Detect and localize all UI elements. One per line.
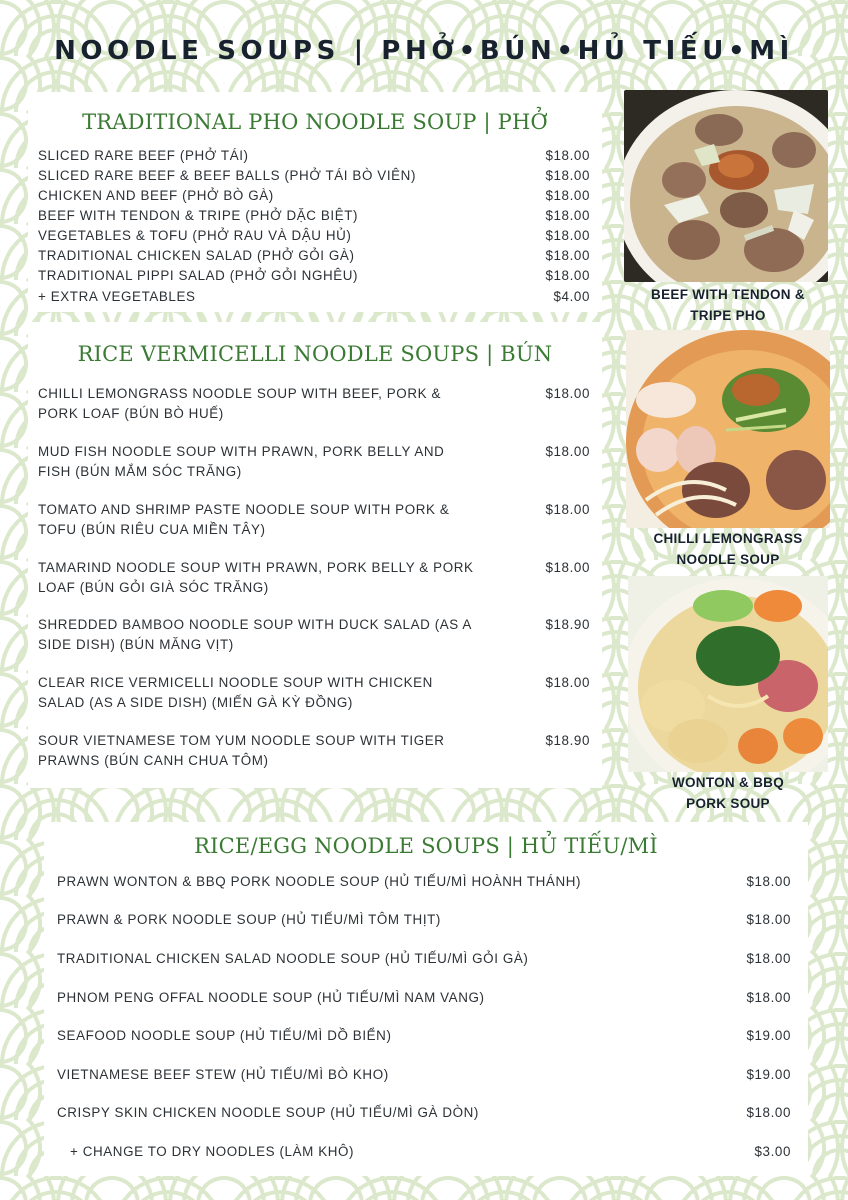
- item-price: $18.00: [545, 248, 590, 263]
- menu-item: [38, 500, 590, 540]
- item-name: CHILLI LEMONGRASS NOODLE SOUP WITH BEEF, PORK & PORK LOAF (BÚN BÒ HUẾ): [38, 386, 441, 421]
- item-price: $18.00: [545, 208, 590, 223]
- menu-item: [38, 226, 590, 246]
- page-title: NOODLE SOUPS | PHỞ•BÚN•HỦ TIẾU•MÌ: [54, 36, 794, 66]
- item-name: TRADITIONAL CHICKEN SALAD NOODLE SOUP (HỦ TIẾU/MÌ GỎI GÀ): [57, 951, 529, 966]
- item-price: $18.00: [545, 444, 590, 459]
- item-price: $18.00: [545, 268, 590, 283]
- pho-bowl-image: [624, 90, 828, 282]
- item-name: PHNOM PENG OFFAL NOODLE SOUP (HỦ TIẾU/MÌ NAM VANG): [57, 990, 485, 1005]
- pho-photo: [624, 90, 828, 282]
- menu-item: [57, 872, 791, 892]
- item-price: $18.00: [746, 912, 791, 927]
- item-price: $19.00: [746, 1028, 791, 1043]
- wonton-photo-caption: [618, 772, 838, 814]
- item-price: $18.00: [746, 1105, 791, 1120]
- menu-item: [38, 186, 590, 206]
- item-price: $18.00: [545, 188, 590, 203]
- item-name: SOUR VIETNAMESE TOM YUM NOODLE SOUP WITH TIGER PRAWNS (BÚN CANH CHUA TÔM): [38, 733, 445, 768]
- menu-item: [38, 442, 590, 482]
- caption-line: NOODLE SOUP: [676, 552, 780, 567]
- menu-item: [57, 988, 791, 1008]
- pho-photo-caption: [618, 284, 838, 326]
- wonton-bowl-image: [628, 576, 828, 772]
- item-price: $3.00: [754, 1144, 791, 1159]
- menu-item: [57, 1026, 791, 1046]
- item-price: $18.00: [746, 990, 791, 1005]
- menu-item: [38, 166, 590, 186]
- item-name: VIETNAMESE BEEF STEW (HỦ TIẾU/MÌ BÒ KHO): [57, 1067, 389, 1082]
- item-price: $18.00: [746, 874, 791, 889]
- item-name: TRADITIONAL PIPPI SALAD (PHỞ GỎI NGHÊU): [38, 268, 359, 283]
- menu-item: [38, 246, 590, 266]
- item-name: CLEAR RICE VERMICELLI NOODLE SOUP WITH CHICKEN SALAD (AS A SIDE DISH) (MIẾN GÀ KỲ ĐỒNG): [38, 675, 433, 710]
- item-name: + EXTRA VEGETABLES: [38, 289, 196, 304]
- item-name: PRAWN WONTON & BBQ PORK NOODLE SOUP (HỦ TIẾU/MÌ HOÀNH THÁNH): [57, 874, 582, 889]
- item-price: $18.00: [545, 228, 590, 243]
- bun-bo-hue-photo: [626, 330, 830, 528]
- menu-item: [57, 949, 791, 969]
- caption-line: PORK SOUP: [686, 796, 770, 811]
- section-heading-pho: TRADITIONAL PHO NOODLE SOUP | PHỞ: [82, 110, 548, 134]
- menu-item: [38, 266, 590, 286]
- menu-item-extra: [70, 1142, 791, 1162]
- item-name: PRAWN & PORK NOODLE SOUP (HỦ TIẾU/MÌ TÔM THỊT): [57, 912, 441, 927]
- wonton-photo: [628, 576, 828, 772]
- bun-section: [28, 322, 602, 788]
- menu-item: [38, 146, 590, 166]
- menu-item: [38, 731, 590, 771]
- menu-item: [57, 1065, 791, 1085]
- section-heading-bun: RICE VERMICELLI NOODLE SOUPS | BÚN: [77, 342, 553, 366]
- item-name: TAMARIND NOODLE SOUP WITH PRAWN, PORK BELLY & PORK LOAF (BÚN GỎI GIÀ SÓC TRĂNG): [38, 560, 474, 595]
- menu-item: [38, 615, 590, 655]
- item-name: SLICED RARE BEEF (PHỞ TÁI): [38, 148, 249, 163]
- hu-tieu-mi-section: [44, 822, 808, 1176]
- menu-item: [57, 1103, 791, 1123]
- item-name: TOMATO AND SHRIMP PASTE NOODLE SOUP WITH PORK & TOFU (BÚN RIÊU CUA MIỀN TÂY): [38, 502, 450, 537]
- menu-item-extra: [38, 287, 590, 307]
- item-price: $18.00: [545, 386, 590, 401]
- item-price: $18.00: [545, 560, 590, 575]
- item-price: $18.00: [545, 148, 590, 163]
- item-name: BEEF WITH TENDON & TRIPE (PHỞ DẶC BIỆT): [38, 208, 359, 223]
- item-name: TRADITIONAL CHICKEN SALAD (PHỞ GỎI GÀ): [38, 248, 355, 263]
- item-price: $18.00: [545, 168, 590, 183]
- item-price: $18.00: [746, 951, 791, 966]
- menu-item: [38, 206, 590, 226]
- item-name: CHICKEN AND BEEF (PHỞ BÒ GÀ): [38, 188, 274, 203]
- item-name: SEAFOOD NOODLE SOUP (HỦ TIẾU/MÌ DỒ BIỂN): [57, 1028, 392, 1043]
- item-name: VEGETABLES & TOFU (PHỞ RAU VÀ DẬU HỦ): [38, 228, 352, 243]
- item-name: MUD FISH NOODLE SOUP WITH PRAWN, PORK BELLY AND FISH (BÚN MẮM SÓC TRĂNG): [38, 444, 445, 479]
- pho-section: [28, 92, 602, 312]
- item-price: $18.90: [545, 617, 590, 632]
- item-price: $19.00: [746, 1067, 791, 1082]
- caption-line: TRIPE PHO: [690, 308, 766, 323]
- item-name: SLICED RARE BEEF & BEEF BALLS (PHỞ TÁI BÒ VIÊN): [38, 168, 417, 183]
- item-price: $4.00: [553, 289, 590, 304]
- caption-line: WONTON & BBQ: [671, 775, 785, 790]
- menu-item: [38, 384, 590, 424]
- bun-bo-hue-photo-caption: [618, 528, 838, 570]
- item-price: $18.00: [545, 502, 590, 517]
- menu-item: [38, 558, 590, 598]
- menu-item: [57, 910, 791, 930]
- caption-line: CHILLI LEMONGRASS: [653, 531, 803, 546]
- caption-line: BEEF WITH TENDON &: [651, 287, 805, 302]
- item-name: SHREDDED BAMBOO NOODLE SOUP WITH DUCK SALAD (AS A SIDE DISH) (BÚN MĂNG VỊT): [38, 617, 472, 652]
- item-price: $18.90: [545, 733, 590, 748]
- item-name: CRISPY SKIN CHICKEN NOODLE SOUP (HỦ TIẾU/MÌ GÀ DÒN): [57, 1105, 479, 1120]
- section-heading-hu-tieu: RICE/EGG NOODLE SOUPS | HỦ TIẾU/MÌ: [194, 834, 658, 858]
- item-name: + CHANGE TO DRY NOODLES (LÀM KHÔ): [70, 1144, 355, 1159]
- bun-bo-hue-bowl-image: [626, 330, 830, 528]
- item-price: $18.00: [545, 675, 590, 690]
- menu-item: [38, 673, 590, 713]
